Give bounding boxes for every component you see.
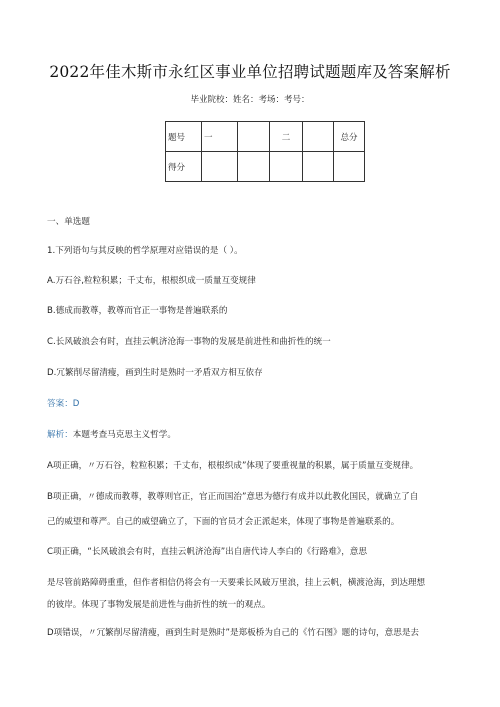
score-table: [165, 121, 365, 182]
option-c: C.长风破浪会有时，直挂云帆济沧海一事物的发展是前进性和曲折性的统一: [47, 337, 331, 347]
score-table-cell: [303, 152, 334, 182]
score-table-cell: 一: [202, 122, 238, 152]
score-table-cell: [270, 152, 303, 182]
option-b: B.德成而教尊，教尊而官正一事物是普遍联系的: [47, 306, 228, 316]
analysis-intro: [47, 428, 176, 440]
analysis-line: A项正确，〃万石谷，粒粒积累；千丈布，根根织成”体现了要重视量的积累，属于质量互变规律。: [47, 461, 419, 471]
analysis-line: B项正确，〃德成而教尊，教尊则官正，官正而国治”意思为德行有成并以此教化国民，就确立了自: [47, 492, 419, 502]
analysis-line: 的彼岸。体现了事物发展是前进性与曲折性的统一的观点。: [47, 600, 271, 610]
score-table-cell: [238, 122, 270, 152]
answer-line: 答案：D: [47, 399, 80, 409]
score-table-cell: [334, 152, 365, 182]
analysis-line: D项错误，〃冗繁削尽留清瘦，画到生时是熟时”是郑板桥为自己的《竹石图》题的诗句，意思是去: [47, 628, 420, 638]
score-table-cell: 总分: [334, 122, 365, 152]
question-stem: 1.下列语句与其反映的哲学原理对应错误的是（ ）。: [47, 246, 243, 256]
candidate-info-line: 毕业院校：姓名：考场：考号：: [190, 95, 310, 105]
option-d: D.冗繁削尽留清瘦，画到生时是熟时一矛盾双方相互依存: [47, 368, 263, 378]
score-table-cell: 二: [270, 122, 303, 152]
analysis-line: 己的威望和尊严。自己的威望确立了，下面的官员才会正派起来，体现了事物是普遍联系的。: [47, 517, 400, 527]
score-table-header-row: [166, 122, 365, 152]
analysis-label: 解析：: [47, 430, 73, 440]
score-table-cell: [238, 152, 270, 182]
analysis-intro-text: 本题考查马克思主义哲学。: [72, 430, 176, 440]
score-table-score-row: [166, 152, 365, 182]
score-table-cell: [303, 122, 334, 152]
analysis-line: 是尽管前路障碍重重，但作者相信仍将会有一天要乘长风破万里浪，挂上云帆，横渡沧海，到达理想: [47, 578, 426, 588]
document-title: 2022年佳木斯市永红区事业单位招聘试题题库及答案解析: [49, 63, 451, 81]
section-heading: 一、单选题: [47, 217, 90, 227]
score-table-cell: 得分: [166, 152, 202, 182]
score-table-cell: 题号: [166, 122, 202, 152]
analysis-line: C项正确，“长风破浪会有时，直挂云帆济沧海”出自唐代诗人李白的《行路难》，意思: [47, 547, 367, 557]
option-a: A.万石谷,粒粒积累；千丈布，根根织成一质量互变规律: [47, 276, 256, 286]
score-table-cell: [202, 152, 238, 182]
